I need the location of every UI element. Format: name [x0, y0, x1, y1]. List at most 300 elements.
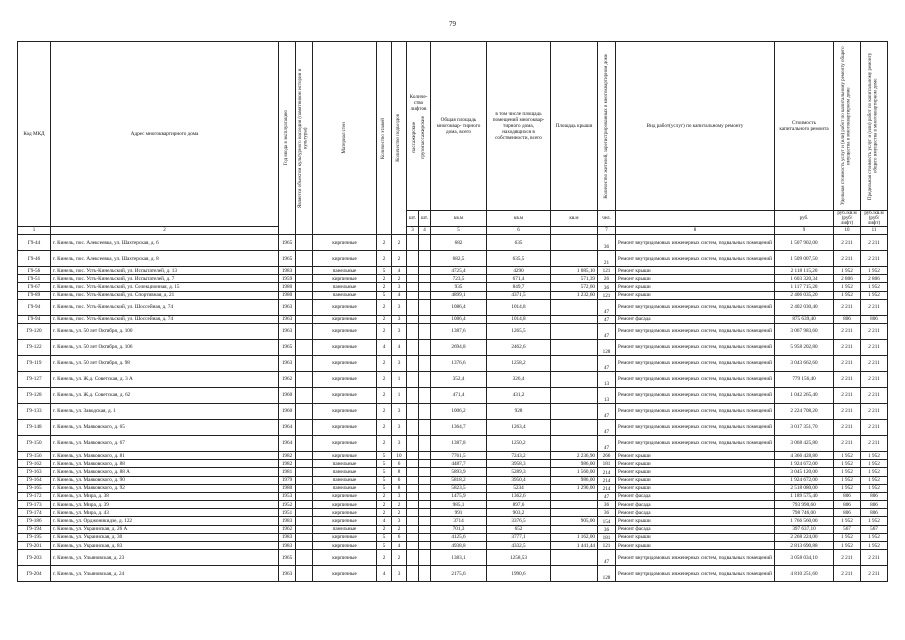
cell-mkd-code: Г9-119: [18, 355, 51, 371]
cell-mkd-code: Г9-174: [18, 509, 51, 517]
cell-year: 1962: [279, 371, 296, 387]
cell-walls: кирпичные: [313, 566, 377, 582]
cell-mkd-code: Г9-156: [18, 451, 51, 459]
column-numbers-row: [18, 227, 888, 235]
cell-residential-area: 849,7: [487, 283, 551, 291]
cell-residents: 36: [598, 525, 616, 533]
cell-cost: 3 017 351,70: [775, 419, 834, 435]
cell-year: 1983: [279, 517, 296, 525]
cell-roof-area: 905,00: [551, 517, 598, 525]
cell-lifts-passenger: [407, 509, 419, 517]
cell-residents: 36: [598, 235, 616, 251]
cell-floors: 4: [377, 339, 392, 355]
cell-residential-area: 4332,5: [487, 542, 551, 550]
cell-walls: кирпичные: [313, 235, 377, 251]
cell-heritage: [296, 533, 313, 541]
column-number: 6: [487, 227, 551, 235]
cell-lifts-freight: [419, 509, 431, 517]
cell-address: г. Кинель, пос. Усть-Кинельский, ул. Испытателей, д. 7: [51, 275, 279, 283]
cell-mkd-code: Г9-173: [18, 501, 51, 509]
cell-max-cost: 1 952: [861, 468, 888, 476]
cell-max-cost: 2 211: [861, 419, 888, 435]
cell-year: 1983: [279, 267, 296, 275]
cell-cost: 1 507 902,00: [775, 235, 834, 251]
cell-residential-area: 431,2: [487, 387, 551, 403]
cell-cost: 2 402 030,40: [775, 299, 834, 315]
cell-heritage: [296, 283, 313, 291]
cell-roof-area: [551, 403, 598, 419]
cell-lifts-passenger: [407, 566, 419, 582]
column-number: 1: [18, 227, 51, 235]
cell-address: г. Кинель, пос. Алексеевка, ул. Шахтерская, д. 6: [51, 235, 279, 251]
cell-year: 1963: [279, 299, 296, 315]
cell-lifts-passenger: [407, 517, 419, 525]
cell-lifts-freight: [419, 566, 431, 582]
cell-heritage: [296, 275, 313, 283]
cell-year: 1963: [279, 323, 296, 339]
cell-lifts-freight: [419, 267, 431, 275]
column-number: 2: [51, 227, 279, 235]
cell-cost: 2 224 708,20: [775, 403, 834, 419]
cell-max-cost: 1 952: [861, 484, 888, 492]
unit-lifts-b: шт.: [419, 211, 431, 227]
cell-work-type: Ремонт внутридомовых инженерных систем, подвальных помещений: [616, 235, 775, 251]
cell-residents: 121: [598, 291, 616, 299]
cell-address: г. Кинель, пос. Усть-Кинельский, ул. Шоссейная, д. 74: [51, 299, 279, 315]
cell-residential-area: 1263,4: [487, 419, 551, 435]
cell-max-cost: 806: [861, 501, 888, 509]
cell-entrances: 2: [392, 525, 407, 533]
cell-residents: 47: [598, 435, 616, 451]
cell-year: 1952: [279, 501, 296, 509]
unit-cost: руб.: [775, 211, 834, 227]
cell-residential-area: 1258,53: [487, 550, 551, 566]
cell-mkd-code: Г9-203: [18, 550, 51, 566]
cell-entrances: 10: [392, 451, 407, 459]
cell-max-cost: 2 806: [861, 275, 888, 283]
cell-cost: 4 366 428,80: [775, 451, 834, 459]
cell-work-type: Ремонт фасада: [616, 315, 775, 323]
cell-unit-cost: 1 952: [834, 517, 861, 525]
cell-walls: кирпичные: [313, 451, 377, 459]
cell-cost: 1 603 320,34: [775, 275, 834, 283]
cell-total-area: 352,4: [431, 371, 487, 387]
cell-mkd-code: Г9-201: [18, 542, 51, 550]
cell-entrances: 4: [392, 291, 407, 299]
table-row: [18, 275, 888, 283]
cell-mkd-code: Г9-46: [18, 251, 51, 267]
cell-cost: 3 045 120,00: [775, 468, 834, 476]
cell-roof-area: [551, 550, 598, 566]
cell-floors: 5: [377, 484, 392, 492]
cell-max-cost: 1 952: [861, 291, 888, 299]
cell-max-cost: 1 952: [861, 542, 888, 550]
unit-unit-cost: руб./кв.м (руб/лифт): [834, 211, 861, 227]
cell-heritage: [296, 251, 313, 267]
cell-walls: кирпичные: [313, 339, 377, 355]
cell-total-area: 1006,2: [431, 403, 487, 419]
column-number: 10: [834, 227, 861, 235]
cell-address: г. Кинель, ул. Ульяновская, д. 24: [51, 566, 279, 582]
cell-roof-area: [551, 435, 598, 451]
cell-residents: 36: [598, 509, 616, 517]
cell-lifts-freight: [419, 533, 431, 541]
cell-roof-area: [551, 387, 598, 403]
cell-mkd-code: Г9-89: [18, 291, 51, 299]
cell-residents: 154: [598, 517, 616, 525]
cell-year: 1953: [279, 492, 296, 500]
cell-roof-area: [551, 566, 598, 582]
table-row: [18, 509, 888, 517]
cell-walls: кирпичные: [313, 509, 377, 517]
cell-heritage: [296, 291, 313, 299]
cell-cost: 1 766 560,00: [775, 517, 834, 525]
cell-lifts-passenger: [407, 371, 419, 387]
cell-year: 1981: [279, 468, 296, 476]
cell-residents: 47: [598, 299, 616, 315]
cell-entrances: 3: [392, 299, 407, 315]
cell-work-type: Ремонт крыши: [616, 460, 775, 468]
cell-unit-cost: 2 211: [834, 235, 861, 251]
cell-mkd-code: Г9-150: [18, 435, 51, 451]
cell-heritage: [296, 501, 313, 509]
cell-cost: 1 924 672,00: [775, 460, 834, 468]
cell-roof-area: 1 441,44: [551, 542, 598, 550]
cell-max-cost: 2 211: [861, 550, 888, 566]
cell-lifts-passenger: [407, 339, 419, 355]
cell-max-cost: 2 211: [861, 566, 888, 582]
cell-entrances: 8: [392, 468, 407, 476]
cell-heritage: [296, 339, 313, 355]
cell-residents: 121: [598, 542, 616, 550]
cell-residents: 47: [598, 315, 616, 323]
cell-residents: 266: [598, 451, 616, 459]
cell-floors: 5: [377, 291, 392, 299]
cell-lifts-passenger: [407, 451, 419, 459]
cell-lifts-passenger: [407, 419, 419, 435]
cell-cost: 5 958 202,80: [775, 339, 834, 355]
cell-year: 1982: [279, 451, 296, 459]
cell-year: 1964: [279, 419, 296, 435]
cell-address: г. Кинель, ул. 50 лет Октября, д. 100: [51, 323, 279, 339]
cell-lifts-passenger: [407, 323, 419, 339]
cell-roof-area: [551, 501, 598, 509]
cell-floors: 2: [377, 501, 392, 509]
cell-year: 1979: [279, 476, 296, 484]
header-lifts-freight: грузопассажирские: [420, 115, 427, 159]
cell-lifts-freight: [419, 235, 431, 251]
cell-heritage: [296, 468, 313, 476]
column-number: 3: [407, 227, 419, 235]
cell-roof-area: 572,60: [551, 283, 598, 291]
cell-floors: 5: [377, 267, 392, 275]
unit-residential-area: кв.м: [487, 211, 551, 227]
cell-heritage: [296, 550, 313, 566]
cell-work-type: Ремонт внутридомовых инженерных систем, подвальных помещений: [616, 550, 775, 566]
cell-address: г. Кинель, ул. Маяковского, д. 92: [51, 484, 279, 492]
cell-residents: 128: [598, 566, 616, 582]
cell-walls: кирпичные: [313, 533, 377, 541]
cell-total-area: 1086,4: [431, 315, 487, 323]
cell-max-cost: 2 211: [861, 435, 888, 451]
table-row: [18, 533, 888, 541]
cell-heritage: [296, 476, 313, 484]
cell-mkd-code: Г9-204: [18, 566, 51, 582]
cell-cost: 798 746,00: [775, 509, 834, 517]
cell-mkd-code: Г9-165: [18, 484, 51, 492]
cell-mkd-code: Г9-133: [18, 403, 51, 419]
table-body: [18, 235, 888, 582]
cell-heritage: [296, 371, 313, 387]
cell-year: 1983: [279, 542, 296, 550]
cell-floors: 5: [377, 460, 392, 468]
cell-entrances: 3: [392, 566, 407, 582]
cell-floors: 2: [377, 492, 392, 500]
cell-address: г. Кинель, ул. Ульяновская, д. 23: [51, 550, 279, 566]
cell-floors: 5: [377, 542, 392, 550]
cell-total-area: 2175,6: [431, 566, 487, 582]
cell-entrances: 2: [392, 235, 407, 251]
cell-entrances: 3: [392, 492, 407, 500]
table-row: [18, 291, 888, 299]
cell-walls: кирпичные: [313, 387, 377, 403]
cell-residential-area: 1250,2: [487, 435, 551, 451]
cell-year: 1963: [279, 355, 296, 371]
cell-floors: 2: [377, 323, 392, 339]
cell-lifts-freight: [419, 251, 431, 267]
cell-roof-area: [551, 419, 598, 435]
cell-address: г. Кинель, ул. Маяковского, д. 88: [51, 460, 279, 468]
cell-max-cost: 1 952: [861, 517, 888, 525]
cell-mkd-code: Г9-148: [18, 419, 51, 435]
cell-lifts-freight: [419, 517, 431, 525]
cell-walls: кирпичные: [313, 275, 377, 283]
cell-floors: 2: [377, 435, 392, 451]
cell-residential-area: 1014,8: [487, 299, 551, 315]
cell-lifts-freight: [419, 542, 431, 550]
cell-walls: кирпичные: [313, 371, 377, 387]
cell-max-cost: 2 211: [861, 387, 888, 403]
cell-entrances: 3: [392, 315, 407, 323]
table-row: [18, 484, 888, 492]
cell-work-type: Ремонт внутридомовых инженерных систем, подвальных помещений: [616, 435, 775, 451]
cell-year: 1960: [279, 387, 296, 403]
cell-floors: 5: [377, 451, 392, 459]
page-number: 79: [449, 20, 456, 28]
cell-mkd-code: Г9-172: [18, 492, 51, 500]
cell-entrances: 2: [392, 550, 407, 566]
header-total-area: Общая площадь многоквар- тирного дома, всего: [431, 42, 487, 211]
cell-mkd-code: Г9-120: [18, 323, 51, 339]
cell-lifts-freight: [419, 476, 431, 484]
cell-max-cost: 2 211: [861, 251, 888, 267]
cell-mkd-code: Г9-194: [18, 525, 51, 533]
table-row: [18, 339, 888, 355]
cell-cost: 2 268 224,00: [775, 533, 834, 541]
cell-address: г. Кинель, ул. Маяковского, д. 81: [51, 451, 279, 459]
cell-address: г. Кинель, пос. Усть-Кинельский, ул. Спортивная, д. 21: [51, 291, 279, 299]
cell-residential-area: 635: [487, 235, 551, 251]
unit-total-area: кв.м: [431, 211, 487, 227]
cell-cost: 875 639,40: [775, 315, 834, 323]
cell-lifts-freight: [419, 283, 431, 291]
header-residential-area: в том числе площадь помещений многоквар- тирного дома, находящихся в собственности, всего: [487, 42, 551, 211]
table-row: [18, 476, 888, 484]
cell-cost: 3 067 983,60: [775, 323, 834, 339]
cell-mkd-code: Г9-163: [18, 468, 51, 476]
cell-walls: панельные: [313, 484, 377, 492]
cell-roof-area: [551, 235, 598, 251]
cell-address: г. Кинель, пос. Усть-Кинельский, ул. Испытателей, д. 13: [51, 267, 279, 275]
cell-roof-area: [551, 251, 598, 267]
cell-address: г. Кинель, пос. Усть-Кинельский, ул. Шоссейная, д. 74: [51, 315, 279, 323]
cell-lifts-passenger: [407, 251, 419, 267]
cell-total-area: 1387,8: [431, 435, 487, 451]
cell-entrances: 4: [392, 542, 407, 550]
cell-walls: кирпичные: [313, 419, 377, 435]
cell-mkd-code: Г9-162: [18, 460, 51, 468]
cell-heritage: [296, 355, 313, 371]
cell-residents: 13: [598, 387, 616, 403]
cell-unit-cost: 567: [834, 525, 861, 533]
table-row: [18, 355, 888, 371]
cell-residents: 36: [598, 283, 616, 291]
cell-roof-area: [551, 355, 598, 371]
cell-max-cost: 1 952: [861, 267, 888, 275]
cell-roof-area: 1 560,00: [551, 468, 598, 476]
cell-residential-area: 1014,8: [487, 315, 551, 323]
cell-heritage: [296, 484, 313, 492]
cell-entrances: 3: [392, 403, 407, 419]
cell-roof-area: [551, 323, 598, 339]
cell-work-type: Ремонт внутридомовых инженерных систем, подвальных помещений: [616, 566, 775, 582]
cell-total-area: 1383,1: [431, 550, 487, 566]
cell-walls: панельные: [313, 460, 377, 468]
cell-unit-cost: 1 952: [834, 267, 861, 275]
cell-unit-cost: 806: [834, 501, 861, 509]
cell-cost: 3 058 034,10: [775, 550, 834, 566]
cell-total-area: 1475,9: [431, 492, 487, 500]
cell-lifts-passenger: [407, 542, 419, 550]
cell-residential-area: 3950,4: [487, 476, 551, 484]
cell-lifts-passenger: [407, 484, 419, 492]
cell-lifts-freight: [419, 468, 431, 476]
cell-entrances: 8: [392, 484, 407, 492]
cell-floors: 2: [377, 387, 392, 403]
cell-heritage: [296, 419, 313, 435]
cell-unit-cost: 806: [834, 509, 861, 517]
cell-residents: 47: [598, 323, 616, 339]
cell-roof-area: 986,00: [551, 460, 598, 468]
table-row: [18, 403, 888, 419]
cell-cost: 2 518 080,00: [775, 484, 834, 492]
cell-residential-area: 4371,5: [487, 291, 551, 299]
cell-residents: 21: [598, 251, 616, 267]
cell-floors: 5: [377, 533, 392, 541]
header-code: Код МКД: [18, 42, 51, 227]
cell-cost: 1 924 672,00: [775, 476, 834, 484]
cell-residential-area: 1258,2: [487, 355, 551, 371]
table-row: [18, 267, 888, 275]
cell-roof-area: [551, 509, 598, 517]
cell-unit-cost: 1 952: [834, 484, 861, 492]
cell-lifts-freight: [419, 323, 431, 339]
cell-floors: 2: [377, 550, 392, 566]
header-work-type: Вид работ(услуг) по капитальному ремонту: [616, 42, 775, 211]
cell-residents: 13: [598, 371, 616, 387]
cell-lifts-freight: [419, 550, 431, 566]
cell-year: 1982: [279, 460, 296, 468]
cell-total-area: 1364,7: [431, 419, 487, 435]
cell-entrances: 4: [392, 339, 407, 355]
cell-walls: кирпичные: [313, 323, 377, 339]
cell-floors: 2: [377, 235, 392, 251]
cell-lifts-passenger: [407, 299, 419, 315]
cell-roof-area: 1 162,00: [551, 533, 598, 541]
cell-entrances: 2: [392, 251, 407, 267]
header-heritage: Является объектом культурного наследия (памятником истории и культуры): [296, 42, 313, 235]
cell-heritage: [296, 387, 313, 403]
cell-lifts-freight: [419, 355, 431, 371]
cell-walls: кирпичные: [313, 435, 377, 451]
header-entrances: Количество подъездов: [392, 42, 407, 235]
header-lifts-passenger: пассажирские: [410, 121, 417, 153]
cell-max-cost: 1 952: [861, 451, 888, 459]
cell-heritage: [296, 460, 313, 468]
cell-roof-area: [551, 299, 598, 315]
cell-work-type: Ремонт внутридомовых инженерных систем, подвальных помещений: [616, 339, 775, 355]
cell-total-area: 935: [431, 283, 487, 291]
cell-residential-area: 3777,1: [487, 533, 551, 541]
cell-lifts-passenger: [407, 550, 419, 566]
header-address: Адрес многоквартирного дома: [51, 42, 279, 227]
cell-work-type: Ремонт внутридомовых инженерных систем, подвальных помещений: [616, 355, 775, 371]
cell-unit-cost: 1 952: [834, 476, 861, 484]
cell-year: 1959: [279, 275, 296, 283]
cell-floors: 4: [377, 566, 392, 582]
cell-entrances: 2: [392, 501, 407, 509]
cell-lifts-freight: [419, 339, 431, 355]
cell-year: 1963: [279, 566, 296, 582]
cell-unit-cost: 2 211: [834, 566, 861, 582]
cell-heritage: [296, 323, 313, 339]
cell-total-area: 471,4: [431, 387, 487, 403]
cell-residents: 214: [598, 476, 616, 484]
cell-entrances: 3: [392, 283, 407, 291]
unit-residents: чел.: [598, 211, 616, 227]
column-number: 11: [861, 227, 888, 235]
cell-year: 1965: [279, 339, 296, 355]
table-row: [18, 525, 888, 533]
cell-mkd-code: Г9-195: [18, 533, 51, 541]
cell-residents: 47: [598, 419, 616, 435]
cell-lifts-passenger: [407, 492, 419, 500]
cell-max-cost: 2 211: [861, 403, 888, 419]
cell-heritage: [296, 403, 313, 419]
cell-lifts-freight: [419, 275, 431, 283]
cell-work-type: Ремонт крыши: [616, 283, 775, 291]
cell-total-area: 5823,5: [431, 484, 487, 492]
cell-residential-area: 903,2: [487, 509, 551, 517]
header-roof-area: Площадь крыши: [551, 42, 598, 211]
cell-roof-area: [551, 315, 598, 323]
cell-residents: 214: [598, 484, 616, 492]
cell-address: г. Кинель, ул. Украинская, д. 26 А: [51, 525, 279, 533]
cell-walls: кирпичные: [313, 550, 377, 566]
cell-lifts-freight: [419, 387, 431, 403]
cell-walls: кирпичные: [313, 403, 377, 419]
cell-entrances: 6: [392, 476, 407, 484]
